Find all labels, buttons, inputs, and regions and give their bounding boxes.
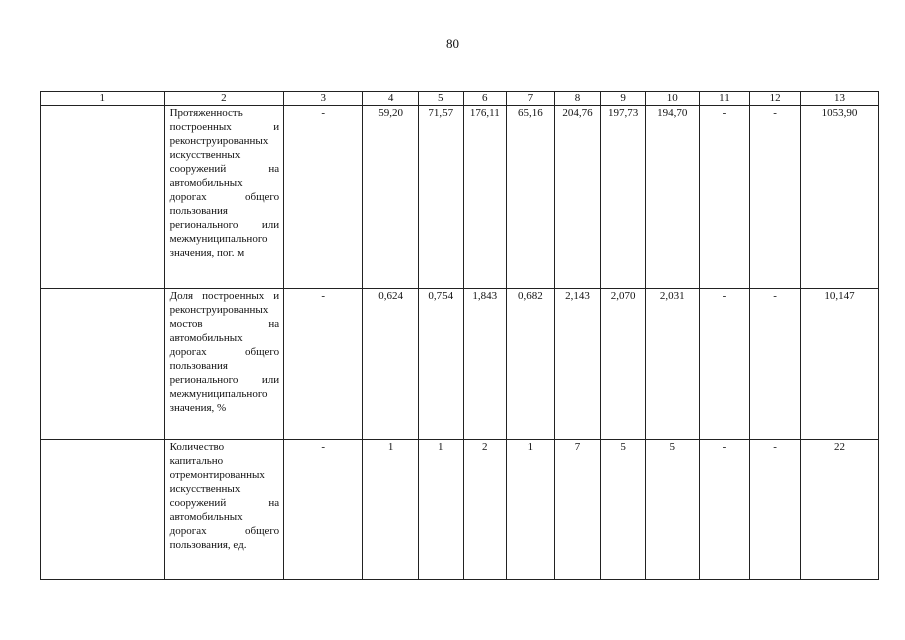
data-table [40,91,879,580]
header-cell: 7 [507,92,555,106]
value-cell: 2 [463,440,507,580]
value-cell: 0,624 [363,289,419,440]
header-cell: 1 [41,92,165,106]
value-cell: 59,20 [363,106,419,289]
value-cell: 71,57 [418,106,463,289]
value-cell: - [699,106,750,289]
table-row [41,440,879,580]
header-cell: 9 [601,92,646,106]
value-cell: - [284,440,363,580]
value-cell: 0,682 [507,289,555,440]
header-cell: 8 [554,92,601,106]
value-cell: 7 [554,440,601,580]
total-cell: 10,147 [800,289,878,440]
header-cell: 4 [363,92,419,106]
header-cell: 12 [750,92,801,106]
total-cell: 22 [800,440,878,580]
header-row [41,92,879,106]
header-cell: 11 [699,92,750,106]
header-cell: 3 [284,92,363,106]
value-cell: - [750,106,801,289]
value-cell: - [699,289,750,440]
page-number: 80 [446,36,459,51]
value-cell: 1 [507,440,555,580]
value-cell: 204,76 [554,106,601,289]
value-cell: - [699,440,750,580]
value-cell: 1,843 [463,289,507,440]
table-row [41,289,879,440]
value-cell: - [750,440,801,580]
value-cell: 176,11 [463,106,507,289]
value-cell: - [284,106,363,289]
value-cell: 2,143 [554,289,601,440]
row-number-cell [41,440,165,580]
value-cell: 5 [601,440,646,580]
indicator-description: Количество капитально отремонтированных искусственных сооружений на автомобильных дорогах общего пользования, ед. [164,440,284,580]
header-cell: 5 [418,92,463,106]
header-cell: 6 [463,92,507,106]
value-cell: 194,70 [645,106,699,289]
value-cell: 1 [418,440,463,580]
value-cell: 65,16 [507,106,555,289]
total-cell: 1053,90 [800,106,878,289]
header-cell: 10 [645,92,699,106]
value-cell: 197,73 [601,106,646,289]
table-row [41,106,879,289]
row-number-cell [41,289,165,440]
indicator-description: Протяженность построенных и реконструированных искусственных сооружений на автомобильных дорогах общего пользования регионального или межмуниципального значения, пог. м [164,106,284,289]
value-cell: 5 [645,440,699,580]
value-cell: 2,070 [601,289,646,440]
value-cell: 0,754 [418,289,463,440]
header-cell: 2 [164,92,284,106]
value-cell: 1 [363,440,419,580]
header-cell: 13 [800,92,878,106]
value-cell: - [284,289,363,440]
indicator-description: Доля построенных и реконструированных мостов на автомобильных дорогах общего пользования регионального или межмуниципального значения, % [164,289,284,440]
value-cell: 2,031 [645,289,699,440]
value-cell: - [750,289,801,440]
row-number-cell [41,106,165,289]
